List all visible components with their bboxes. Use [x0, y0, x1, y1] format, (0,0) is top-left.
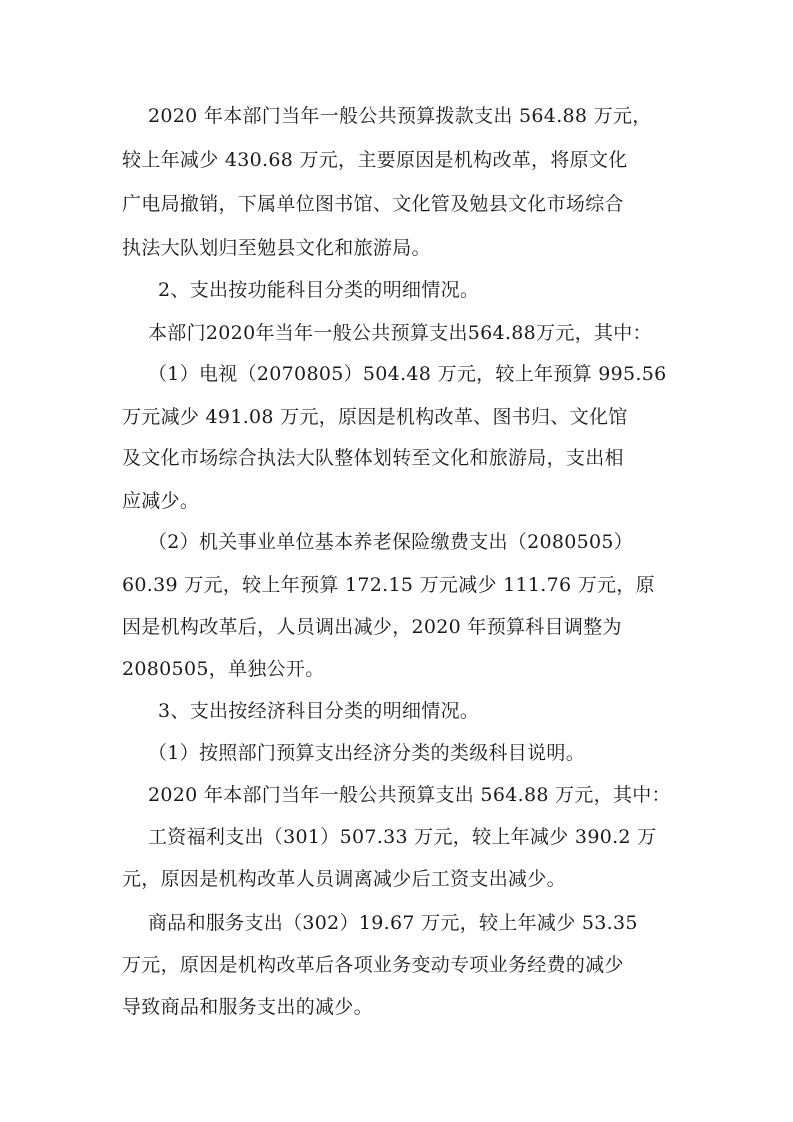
paragraph-line: （2）机关事业单位基本养老保险缴费支出（2080505）: [148, 531, 634, 553]
paragraph-line: 工资福利支出（301）507.33 万元，较上年减少 390.2 万: [148, 826, 657, 848]
paragraph-line: 2080505，单独公开。: [122, 658, 325, 680]
paragraph-line: 导致商品和服务支出的减少。: [122, 996, 373, 1018]
paragraph-line: （1）电视（2070805）504.48 万元，较上年预算 995.56: [148, 363, 667, 385]
paragraph-line: 广电局撤销，下属单位图书馆、文化管及勉县文化市场综合: [122, 193, 624, 215]
paragraph-line: （1）按照部门预算支出经济分类的类级科目说明。: [148, 742, 585, 764]
paragraph-line: 万元，原因是机构改革后各项业务变动专项业务经费的减少: [122, 954, 624, 976]
paragraph-line: 执法大队划归至勉县文化和旅游局。: [122, 237, 431, 259]
paragraph-line: 2020 年本部门当年一般公共预算支出 564.88 万元，其中：: [148, 784, 671, 806]
paragraph-line: 万元减少 491.08 万元，原因是机构改革、图书归、文化馆: [122, 406, 628, 428]
paragraph-line: 及文化市场综合执法大队整体划转至文化和旅游局，支出相: [122, 447, 624, 469]
section-heading: 2、支出按功能科目分类的明细情况。: [158, 279, 480, 301]
paragraph-line: 因是机构改革后，人员调出减少，2020 年预算科目调整为: [122, 616, 622, 638]
paragraph-line: 应减少。: [122, 490, 200, 512]
paragraph-line: 较上年减少 430.68 万元，主要原因是机构改革，将原文化: [122, 149, 628, 171]
section-heading: 3、支出按经济科目分类的明细情况。: [158, 700, 480, 722]
paragraph-line: 本部门2020年当年一般公共预算支出564.88万元，其中：: [148, 322, 652, 344]
paragraph-line: 商品和服务支出（302）19.67 万元，较上年减少 53.35: [148, 912, 638, 934]
paragraph-line: 元，原因是机构改革人员调离减少后工资支出减少。: [122, 868, 566, 890]
paragraph-line: 60.39 万元，较上年预算 172.15 万元减少 111.76 万元，原: [122, 574, 655, 596]
paragraph-line: 2020 年本部门当年一般公共预算拨款支出 564.88 万元，: [148, 105, 652, 127]
